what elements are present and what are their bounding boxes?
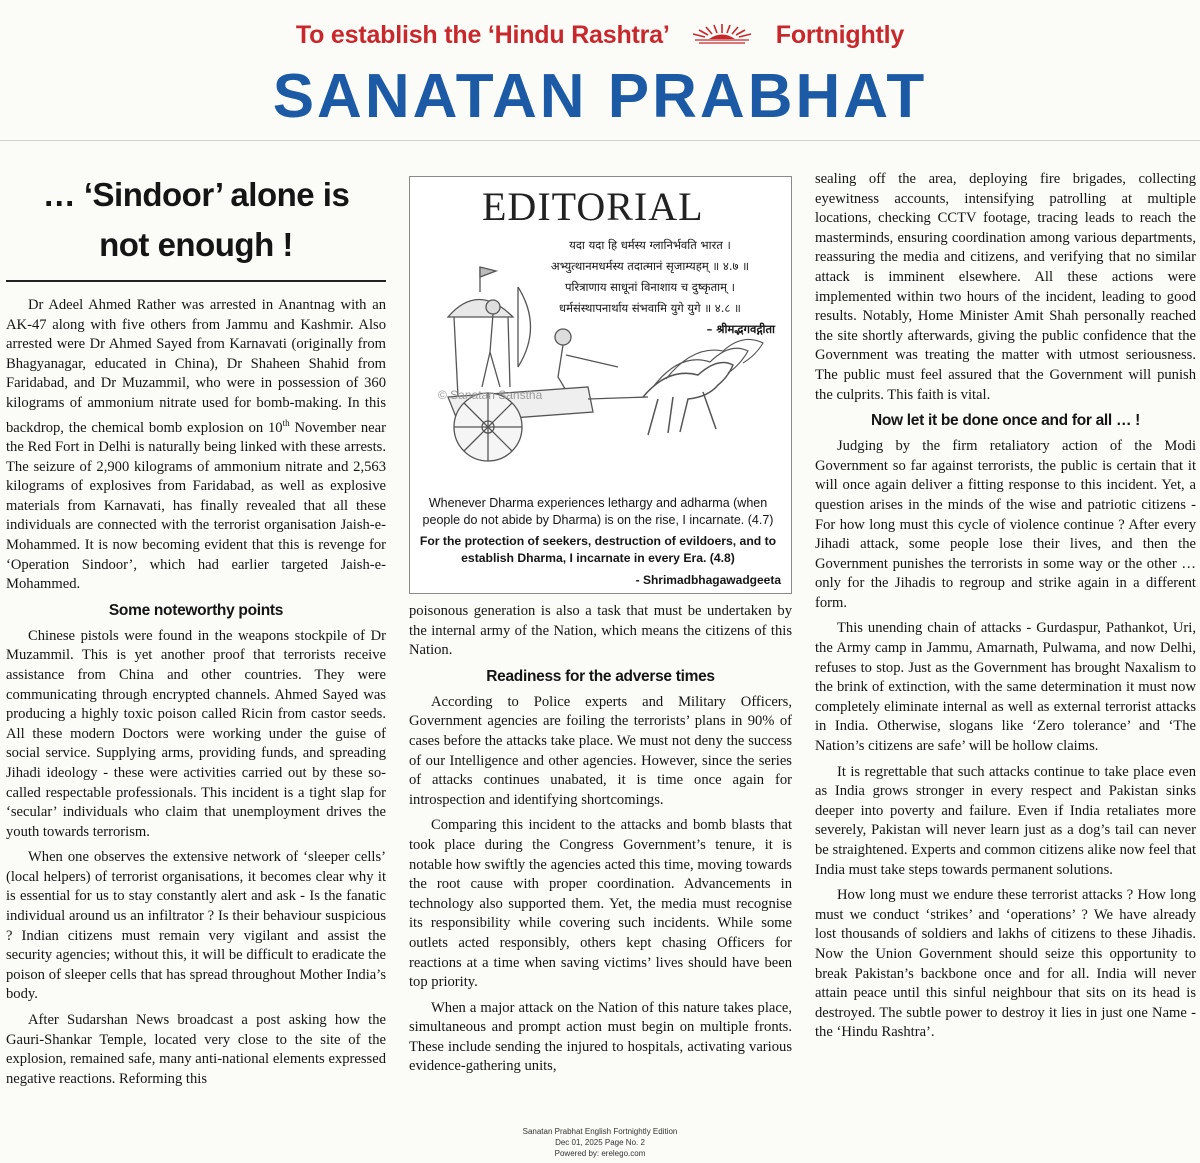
paragraph: poisonous generation is also a task that must be undertaken by the internal army of the Nation, which means the citizens of this Nation. — [409, 603, 792, 659]
footer-date-page: Dec 01, 2025 Page No. 2 — [555, 1138, 645, 1147]
paragraph: After Sudarshan News broadcast a post asking how the Gauri-Shankar Temple, located very close to the site of the explosion, remained safe, many anti-national elements expressed negative reactions. Reforming this — [6, 1012, 386, 1087]
paragraph: How long must we endure these terrorist attacks ? How long must we conduct ‘strikes’ and ‘operations’ ? We have already lost thousands of soldiers and lakhs of citizens to these Jihadis. Now the Union Government should seize this opportunity to break Pakistan’s backbone once and for all. India will never attain peace until this sinful neighbour that sits on its head is destroyed. The subtle power to destroy it lies in just one Name - the ‘Hindu Rashtra’. — [815, 887, 1196, 1041]
headline-line-1: … ‘Sindoor’ alone is — [42, 176, 350, 213]
shloka-line: अभ्युत्थानमधर्मस्य तदात्मानं सृजाम्यहम् ॥ ४.७ ॥ — [550, 259, 750, 273]
editorial-box — [409, 176, 792, 594]
page-footer — [0, 1126, 1200, 1159]
paragraph: It is regrettable that such attacks continue to take place even as India grows stronger in every respect and Pakistan sinks deeper into poverty and failure. Even if India retaliates more severely, Pakistan will never learn just as a dog’s tail can never be straightened. Experts and common citizens alike now feel that India must take steps towards permanent solutions. — [815, 763, 1196, 878]
headline — [6, 170, 386, 270]
rising-sun-icon — [691, 20, 753, 53]
paragraph: According to Police experts and Military Officers, Government agencies are foiling the terrorists’ plans in 90% of cases before the attacks take place. We must not deny the success of our Intelligence and other agencies. However, since the series of attacks continues unabated, it is time once again for introspection and identifying shortcomings. — [409, 693, 792, 808]
editorial-title: EDITORIAL — [482, 184, 704, 229]
paragraph: Judging by the firm retaliatory action of the Modi Government so far against terrorists, the public is certain that it will once again deliver a fitting response to this incident. Yet, a question arises in the minds of the wise and patriotic citizens - For how long must this cycle of violence continue ? After every Jihadi attack, some people lose their lives, and then the Government punishes the terrorists in some way or the other … only for the Jihadis to regroup and strike again in a different form. — [815, 438, 1196, 611]
shloka-line: यदा यदा हि धर्मस्य ग्लानिर्भवति भारत । — [569, 238, 731, 252]
subheading-once-and-for-all: Now let it be done once and for all … ! — [870, 412, 1141, 430]
subheading-readiness: Readiness for the adverse times — [486, 667, 715, 685]
masthead — [0, 0, 1200, 140]
editorial-caption-2: For the protection of seekers, destruction of evildoers, and to establish Dharma, I incarnate in every Era. (4.8) — [419, 534, 777, 565]
editorial-attribution: - Shrimadbhagawadgeeta — [635, 573, 781, 587]
shloka-line: परित्राणाय साधूनां विनाशाय च दुष्कृताम् । — [564, 280, 735, 294]
masthead-divider — [0, 140, 1200, 141]
column-1 — [6, 150, 386, 1095]
paragraph: Chinese pistols were found in the weapons stockpile of Dr Muzammil. This is yet another proof that terrorists receive assistance from China and other countries. They were communicating through encrypted channels. Ahmed Sayed was producing a highly toxic poison called Ricin from castor seeds. All these modern Doctors were working under the guise of social service. Supplying arms, providing funds, and spreading Jihadi ideology - these were activities carried out by these so-called respectable professionals. This incident is a tight slap for ‘secular’ individuals who claim that unemployment drives the youth towards terrorism. — [6, 627, 386, 840]
column-3 — [815, 170, 1196, 1049]
paragraph: sealing off the area, deploying fire brigades, collecting eyewitness accounts, intensifying patrolling at multiple locations, checking CCTV footage, tracing leads to reach the masterminds, ensuring coordination among various departments, reassuring the media and citizens, and verifying that no similar attack is imminent elsewhere. All these actions were implemented within two hours of the incident, leading to good results. Notably, Home Minister Amit Shah personally reached the site shortly afterwards, giving the public confidence that the Government was treating the matter with utmost seriousness. The public must feel assured that the Government will punish the culprits. This faith is vital. — [815, 171, 1196, 403]
newspaper-title: SANATAN PRABHAT — [272, 62, 928, 131]
watermark: © Sanatan Sanstha — [438, 388, 543, 402]
headline-rule — [6, 280, 386, 282]
headline-line-2: not enough ! — [99, 226, 293, 263]
footer-powered-by: Powered by: erelego.com — [554, 1149, 646, 1158]
paragraph: When one observes the extensive network of ‘sleeper cells’ (local helpers) of terrorist organisations, it becomes clear why it is essential for us to stay constantly alert and ask - Is the fanatic individual around us an infiltrator ? Is their behaviour suspicious ? Indian citizens must remain very vigilant and assist the security agencies; without this, it will be difficult to eradicate the poison of sleeper cells that has spread throughout Mother India’s body. — [6, 849, 386, 1003]
shloka-attribution: – श्रीमद्भगवद्गीता — [706, 322, 775, 336]
subheading-noteworthy-points: Some noteworthy points — [108, 601, 284, 619]
tagline-left: To establish the ‘Hindu Rashtra’ — [295, 21, 669, 50]
paragraph: This unending chain of attacks - Gurdaspur, Pathankot, Uri, the Army camp in Jammu, Amarnath, Pulwama, and now Delhi, refuses to stop. Just as the Government has brought Naxalism to the brink of extinction, with the same determination it must now completely eliminate internal as well as external terrorist attacks in India. Otherwise, slogans like ‘Zero tolerance’ and ‘The Nation’s citizens are safe’ will be hollow claims. — [815, 620, 1196, 755]
paragraph: Comparing this incident to the attacks and bomb blasts that took place during the Congress Government’s tenure, it is notable how swiftly the agencies acted this time, moving towards the root cause with proper coordination. Advancements in technology also supported them. Yet, the media must recognise its responsibility while covering such incidents. While some outlets acted responsibly, others kept chasing Officers for reactions at a time when saving victims’ lives should have been top priority. — [409, 817, 792, 991]
paragraph: When a major attack on the Nation of this nature takes place, simultaneous and prompt action must begin on multiple fronts. These include sending the injured to hospitals, activating various evidence-gathering units, — [409, 999, 792, 1075]
column-2 — [409, 150, 792, 1083]
editorial-caption-1: Whenever Dharma experiences lethargy and adharma (when people do not abide by Dharma) is on the rise, I incarnate. (4.7) — [422, 496, 774, 527]
tagline — [0, 20, 1200, 53]
shloka-line: धर्मसंस्थापनार्थाय संभवामि युगे युगे ॥ ४.८ ॥ — [559, 301, 741, 315]
sanskrit-shloka — [525, 235, 775, 340]
tagline-right: Fortnightly — [775, 21, 905, 50]
paragraph: Dr Adeel Ahmed Rather was arrested in Anantnag with an AK-47 along with five others from Jammu and Kashmir. Also arrested were Dr Ahmed Sayed from Karnavati (originally from Bhagyanagar, educated in China), Dr Shaheen Shahid from Faridabad, and Dr Muzammil, who were in possession of 360 kilograms of ammonium nitrate used for bomb-making. In this backdrop, the chemical bomb explosion on 10th November near the Red Fort in Delhi is naturally being linked with these arrests. The seizure of 2,900 kilograms of ammonium nitrate and 2,563 kilograms of explosives from Faridabad, as well as explosive materials from Karnavati, has finally revealed that all these individuals are connected with the terrorist organisation Jaish-e-Mohammed. It is now becoming evident that this is revenge for ‘Operation Sindoor’, which had earlier targeted Jaish-e-Mohammed. — [6, 297, 386, 593]
footer-edition: Sanatan Prabhat English Fortnightly Edition — [522, 1127, 678, 1136]
